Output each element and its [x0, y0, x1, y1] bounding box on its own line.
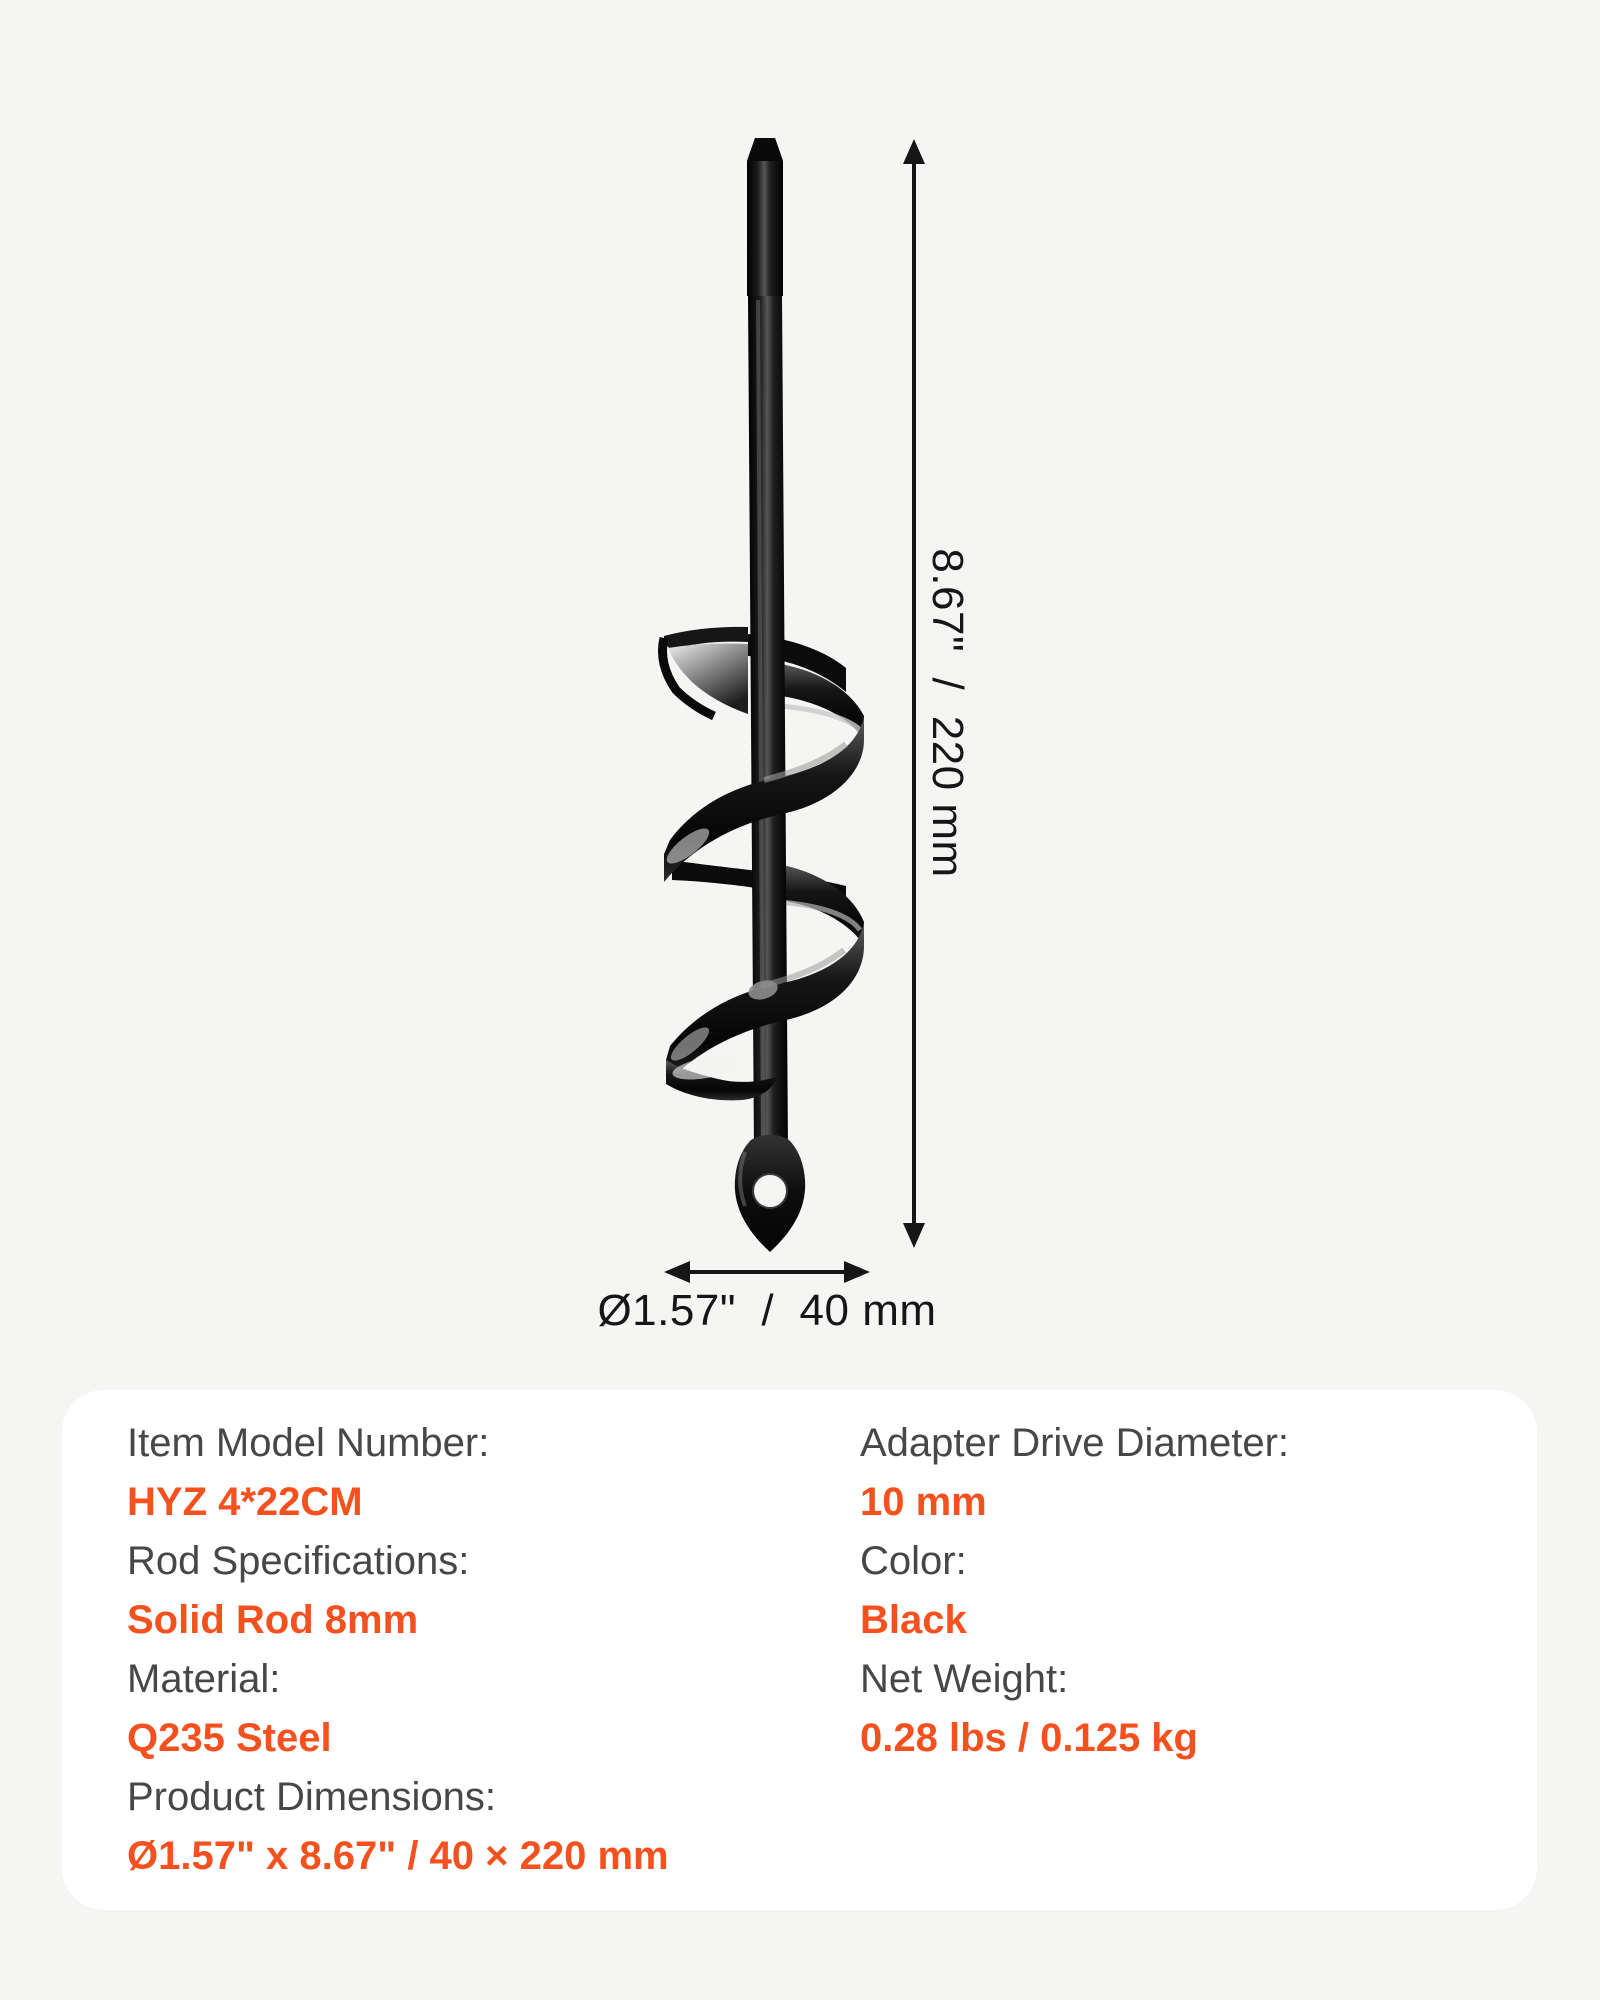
- spec-label: Adapter Drive Diameter:: [860, 1421, 1290, 1465]
- spec-value: Solid Rod 8mm: [127, 1598, 419, 1642]
- spec-column-left: [127, 1414, 860, 1910]
- width-dimension: [664, 1261, 870, 1283]
- spec-card: [62, 1390, 1537, 1910]
- spec-value: 10 mm: [860, 1480, 987, 1524]
- spec-value: Ø1.57" x 8.67" / 40 × 220 mm: [127, 1834, 669, 1878]
- spec-label: Net Weight:: [860, 1657, 1069, 1701]
- arrow-left-icon: [664, 1261, 690, 1283]
- spec-label: Rod Specifications:: [127, 1539, 470, 1583]
- arrow-down-icon: [903, 1223, 925, 1248]
- spec-value: HYZ 4*22CM: [127, 1480, 363, 1524]
- tip-hole: [753, 1174, 787, 1208]
- arrow-up-icon: [903, 139, 925, 164]
- width-dimension-label: Ø1.57" / 40 mm: [597, 1286, 937, 1335]
- spec-value: Black: [860, 1598, 967, 1642]
- auger-drill-bit-illustration: [662, 138, 864, 1252]
- spec-label: Color:: [860, 1539, 967, 1583]
- spec-value: 0.28 lbs / 0.125 kg: [860, 1716, 1198, 1760]
- height-dimension-label: 8.67" / 220 mm: [923, 548, 972, 878]
- arrow-right-icon: [844, 1261, 870, 1283]
- spec-column-right: [860, 1414, 1289, 1910]
- spec-value: Q235 Steel: [127, 1716, 332, 1760]
- spec-label: Material:: [127, 1657, 281, 1701]
- spec-label: Product Dimensions:: [127, 1775, 497, 1819]
- spec-label: Item Model Number:: [127, 1421, 490, 1465]
